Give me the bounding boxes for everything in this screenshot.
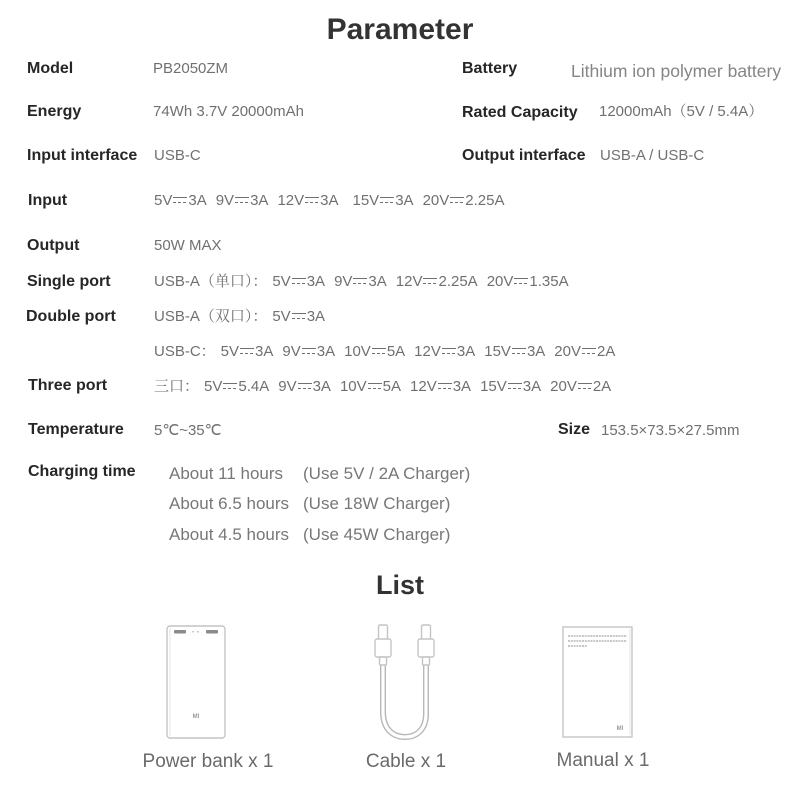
double-port-spec: 9V 3A — [282, 343, 336, 360]
input-interface-value: USB-C — [154, 147, 201, 164]
port-prefix: USB-A（单口）： — [154, 273, 268, 290]
single-port-spec: 12V 2.25A — [395, 273, 478, 290]
single-port-label: Single port — [27, 273, 111, 290]
connector-tip — [379, 625, 388, 640]
power-bank-icon — [165, 624, 229, 740]
input-interface-label: Input interface — [27, 147, 138, 164]
dc-symbol — [302, 348, 316, 354]
dc-symbol — [578, 383, 592, 389]
input-spec: 12V 3A — [277, 192, 339, 209]
model-label: Model — [27, 60, 74, 77]
charging-time-row — [169, 491, 489, 517]
output-label: Output — [27, 237, 80, 254]
size-label: Size — [558, 421, 591, 438]
double-port-spec: 10V 5A — [344, 343, 406, 360]
dc-symbol — [305, 197, 319, 203]
connector-tip — [422, 625, 431, 640]
temperature-value: 5℃~35℃ — [154, 422, 222, 439]
charger-note: (Use 45W Charger) — [303, 525, 451, 544]
port-prefix: 三口： — [154, 378, 200, 395]
input-spec: 15V 3A — [352, 192, 414, 209]
charging-time-row — [169, 522, 489, 548]
dc-symbol — [438, 383, 452, 389]
connector-neck — [380, 657, 387, 665]
mi-logo: MI — [616, 726, 624, 732]
three-port-spec: 9V 3A — [278, 378, 331, 395]
single-port-spec: 9V 3A — [334, 273, 387, 290]
cable-wire — [383, 665, 426, 737]
single-port-values — [154, 270, 569, 294]
three-port-spec: 15V 3A — [480, 378, 542, 395]
connector-neck — [423, 657, 430, 665]
three-port-label: Three port — [28, 377, 108, 394]
parameter-title: Parameter — [326, 13, 474, 46]
port-prefix: USB-C： — [154, 343, 216, 360]
dc-symbol — [372, 348, 386, 354]
dc-symbol — [514, 278, 528, 284]
dc-symbol — [508, 383, 522, 389]
energy-value: 74Wh 3.7V 20000mAh — [153, 103, 304, 120]
charger-note: (Use 18W Charger) — [303, 494, 451, 513]
charging-time-label: Charging time — [28, 463, 136, 480]
usb-port — [206, 630, 218, 634]
three-port-spec: 10V 5A — [339, 378, 402, 395]
input-spec: 20V 2.25A — [422, 192, 505, 209]
manual-label: Manual x 1 — [556, 750, 650, 771]
double-port-usb-a-values — [154, 305, 325, 329]
three-port-spec: 5V 5.4A — [204, 378, 270, 395]
dc-symbol — [235, 197, 249, 203]
dc-symbol — [442, 348, 456, 354]
size-value: 153.5×73.5×27.5mm — [601, 422, 740, 439]
charging-duration: About 11 hours — [169, 464, 284, 483]
cable-label: Cable x 1 — [365, 751, 447, 772]
output-interface-label: Output interface — [462, 147, 586, 164]
three-port-values — [154, 375, 611, 399]
power-bank-label: Power bank x 1 — [142, 751, 274, 772]
single-port-spec: 20V 1.35A — [486, 273, 569, 290]
input-values — [154, 189, 504, 213]
dc-symbol — [173, 197, 187, 203]
mi-logo: MI — [192, 714, 200, 720]
list-title: List — [375, 570, 424, 600]
usb-c-connector — [375, 625, 391, 665]
double-port-spec: 15V 3A — [484, 343, 546, 360]
single-port-spec: 5V 3A — [272, 273, 326, 290]
indicator-light — [192, 631, 194, 633]
temperature-label: Temperature — [28, 421, 124, 438]
connector-housing — [375, 639, 391, 657]
charging-time-row — [169, 461, 489, 487]
dc-symbol — [292, 278, 306, 284]
double-port-spec: 5V 3A — [272, 308, 326, 325]
double-port-spec: 5V 3A — [220, 343, 274, 360]
dc-symbol — [423, 278, 437, 284]
dc-symbol — [223, 383, 237, 389]
battery-label: Battery — [462, 60, 518, 77]
manual-cover — [563, 627, 632, 737]
usb-c-connector — [418, 625, 434, 665]
output-interface-value: USB-A / USB-C — [600, 147, 705, 164]
rated-capacity-value: 12000mAh（5V / 5.4A） — [599, 103, 764, 120]
dc-symbol — [582, 348, 596, 354]
indicator-light — [197, 631, 199, 633]
rated-capacity-label: Rated Capacity — [462, 104, 578, 121]
dc-symbol — [353, 278, 367, 284]
manual-icon — [561, 625, 635, 740]
input-spec: 5V 3A — [154, 192, 207, 209]
three-port-spec: 12V 3A — [410, 378, 472, 395]
model-value: PB2050ZM — [153, 60, 229, 77]
port-prefix: USB-A（双口）： — [154, 308, 268, 325]
battery-value: Lithium ion polymer battery — [571, 61, 782, 81]
three-port-spec: 20V 2A — [550, 378, 612, 395]
output-value: 50W MAX — [154, 237, 222, 254]
double-port-spec: 12V 3A — [414, 343, 476, 360]
dc-symbol — [380, 197, 394, 203]
usb-c-cable-icon — [370, 622, 440, 740]
charging-duration: About 6.5 hours — [169, 494, 290, 513]
usb-port — [174, 630, 186, 634]
charger-note: (Use 5V / 2A Charger) — [303, 464, 471, 483]
charging-duration: About 4.5 hours — [169, 525, 290, 544]
dc-symbol — [292, 313, 306, 319]
double-port-spec: 20V 2A — [554, 343, 616, 360]
dc-symbol — [298, 383, 312, 389]
dc-symbol — [450, 197, 464, 203]
dc-symbol — [368, 383, 382, 389]
energy-label: Energy — [27, 103, 82, 120]
connector-housing — [418, 639, 434, 657]
input-label: Input — [28, 192, 68, 209]
double-port-usb-c-values — [154, 340, 615, 364]
power-bank-body — [167, 626, 225, 738]
input-spec: 9V 3A — [215, 192, 269, 209]
double-port-label: Double port — [26, 308, 116, 325]
dc-symbol — [512, 348, 526, 354]
dc-symbol — [240, 348, 254, 354]
